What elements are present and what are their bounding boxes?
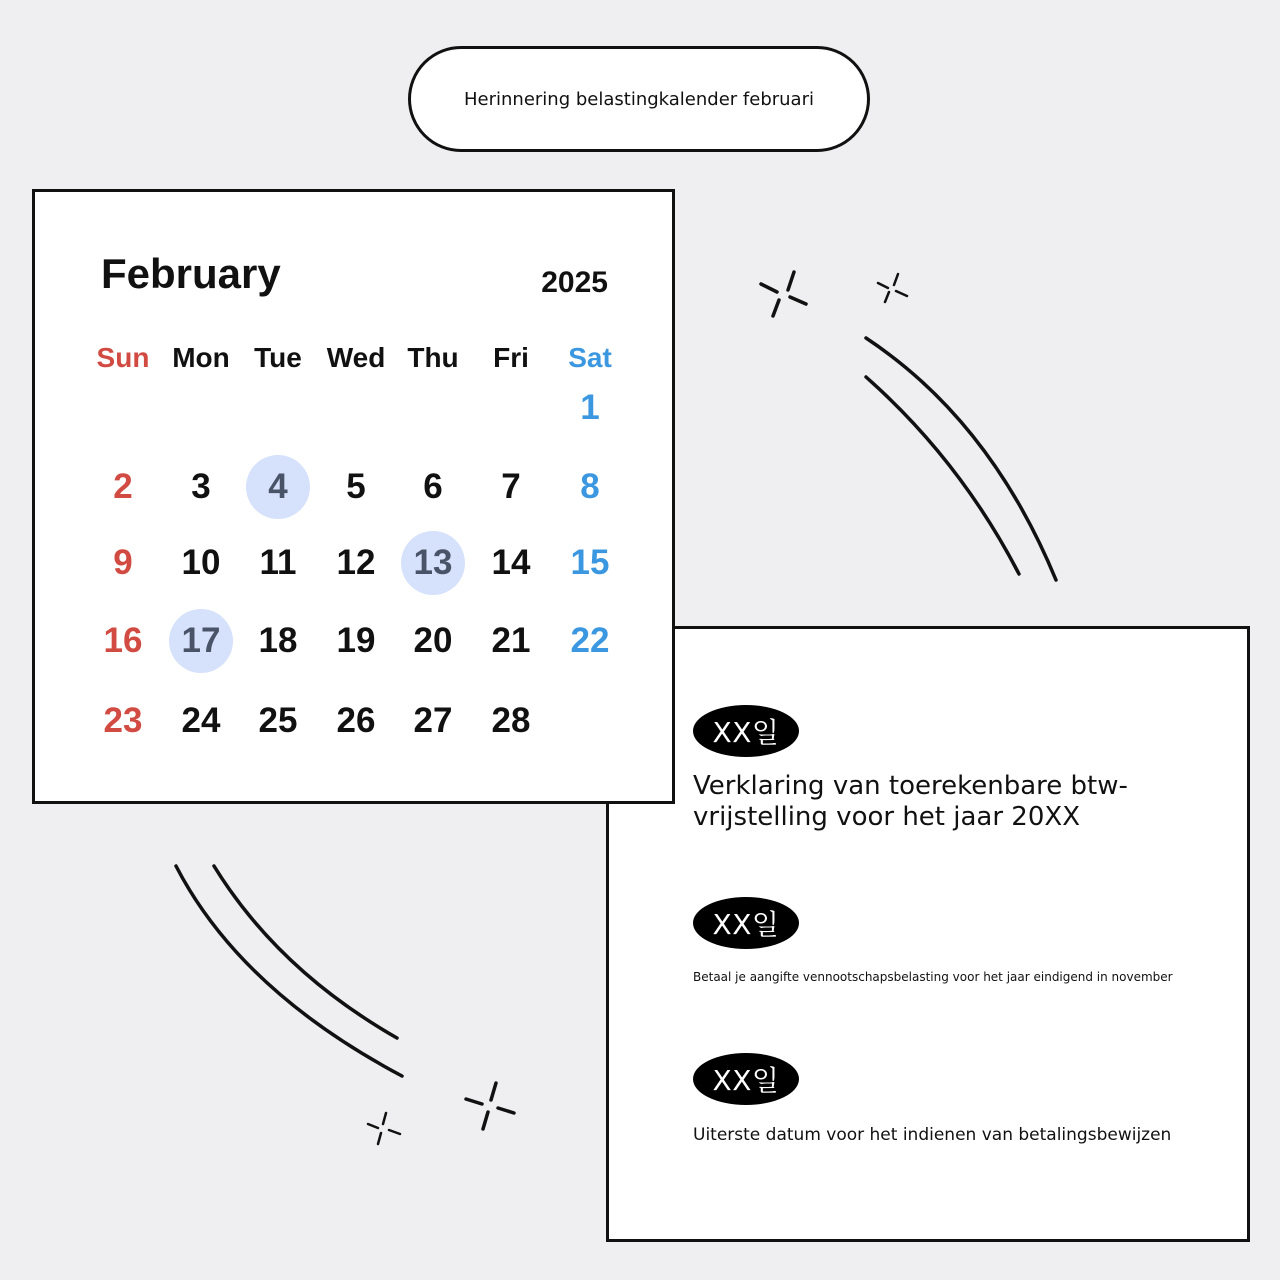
event-text: Uiterste datum voor het indienen van betalingsbewijzen — [693, 1125, 1172, 1145]
date-badge: XX일 — [693, 897, 799, 949]
calendar-day-22[interactable]: 22 — [570, 621, 610, 660]
weekday-sat: Sat — [568, 342, 612, 373]
weekday-sun: Sun — [96, 342, 150, 373]
calendar-day-4[interactable]: 4 — [246, 455, 310, 519]
calendar-day-11[interactable]: 11 — [259, 543, 297, 582]
event-text: Betaal je aangifte vennootschapsbelasting voor het jaar eindigend in november — [693, 970, 1173, 984]
calendar-day-23[interactable]: 23 — [103, 701, 143, 740]
weekday-wed: Wed — [326, 342, 386, 373]
swoosh-line-outer-bottom — [176, 866, 402, 1076]
calendar-day-6[interactable]: 6 — [423, 467, 443, 506]
swoosh-line-outer — [866, 338, 1056, 580]
sparkle-icon — [761, 272, 806, 316]
events-card — [606, 626, 1250, 1242]
calendar-day-15[interactable]: 15 — [570, 543, 610, 582]
weekday-thu: Thu — [407, 342, 459, 373]
calendar-month: February — [101, 250, 281, 297]
calendar-day-27[interactable]: 27 — [413, 701, 453, 740]
swoosh-line-inner-bottom — [214, 866, 397, 1038]
calendar-day-25[interactable]: 25 — [258, 701, 298, 740]
calendar-day-8[interactable]: 8 — [580, 467, 600, 506]
calendar-day-18[interactable]: 18 — [258, 621, 298, 660]
sparkle-icon — [878, 274, 907, 302]
page-title-text: Herinnering belastingkalender februari — [464, 88, 814, 110]
calendar-day-2[interactable]: 2 — [113, 467, 133, 506]
date-badge: XX일 — [693, 705, 799, 757]
calendar-day-12[interactable]: 12 — [336, 543, 376, 582]
date-badge: XX일 — [693, 1053, 799, 1105]
calendar-day-13[interactable]: 13 — [401, 531, 465, 595]
weekday-fri: Fri — [493, 342, 529, 373]
calendar-year: 2025 — [541, 266, 608, 299]
calendar-day-19[interactable]: 19 — [336, 621, 376, 660]
calendar-day-21[interactable]: 21 — [491, 621, 531, 660]
weekday-tue: Tue — [254, 342, 302, 373]
weekday-mon: Mon — [172, 342, 230, 373]
event-text: Verklaring van toerekenbare btw-vrijstelling voor het jaar 20XX — [693, 771, 1128, 832]
calendar-day-17[interactable]: 17 — [169, 609, 233, 673]
calendar-day-9[interactable]: 9 — [113, 543, 133, 582]
calendar-day-3[interactable]: 3 — [191, 467, 211, 506]
calendar-day-26[interactable]: 26 — [336, 701, 376, 740]
calendar-day-16[interactable]: 16 — [103, 621, 143, 660]
calendar-day-7[interactable]: 7 — [501, 467, 521, 506]
calendar-card — [32, 189, 675, 804]
calendar-day-24[interactable]: 24 — [181, 701, 221, 740]
calendar-day-10[interactable]: 10 — [181, 543, 221, 582]
calendar-day-14[interactable]: 14 — [491, 543, 531, 582]
swoosh-line-inner — [866, 377, 1019, 574]
calendar-day-1[interactable]: 1 — [580, 388, 600, 427]
calendar-day-5[interactable]: 5 — [346, 467, 366, 506]
calendar-day-28[interactable]: 28 — [491, 701, 531, 740]
calendar-day-20[interactable]: 20 — [413, 621, 453, 660]
sparkle-icon — [368, 1113, 400, 1144]
sparkle-icon — [466, 1083, 514, 1129]
